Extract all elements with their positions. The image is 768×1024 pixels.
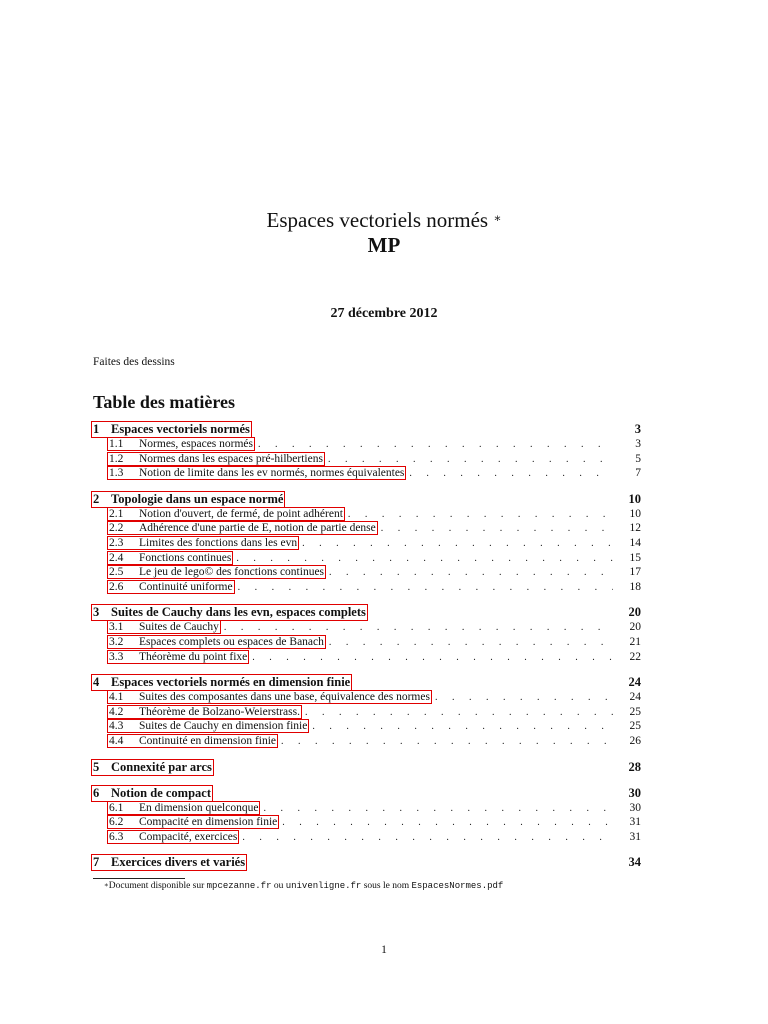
toc-subsection-row xyxy=(93,566,641,581)
toc-subsection-title: Normes, espaces normés xyxy=(139,438,254,450)
toc-leader-dots xyxy=(302,538,613,549)
toc-subsection-number: 2.5 xyxy=(109,566,124,579)
toc-section-page: 34 xyxy=(628,855,641,870)
toc-section-title: Suites de Cauchy dans les evn, espaces complets xyxy=(111,605,366,620)
toc-subsection-link[interactable] xyxy=(108,831,238,843)
toc-section-link[interactable] xyxy=(92,786,212,801)
toc-subsection-row xyxy=(93,621,641,636)
toc-subsection-link[interactable] xyxy=(108,467,405,479)
toc-subsection-link[interactable] xyxy=(108,581,234,593)
document-date: 27 décembre 2012 xyxy=(330,306,438,321)
toc-section-number: 6 xyxy=(93,785,100,800)
toc-section-number: 4 xyxy=(93,675,100,690)
toc-subsection-title: Le jeu de lego© des fonctions continues xyxy=(139,566,325,579)
footnote-text-middle: ou xyxy=(271,881,286,891)
toc-section-page: 3 xyxy=(634,422,641,436)
toc-subsection-number: 6.3 xyxy=(109,830,124,843)
footnote-divider xyxy=(93,878,185,879)
toc-subsection-title: Théorème de Bolzano-Weierstrass. xyxy=(139,705,300,718)
toc-subsection-link[interactable] xyxy=(108,706,301,718)
toc-subsection-link[interactable] xyxy=(108,438,254,450)
toc-subsection-title: Suites de Cauchy en dimension finie xyxy=(139,720,308,733)
toc-subsection-page: 25 xyxy=(629,720,641,733)
toc-leader-dots xyxy=(312,721,613,732)
toc-subsection-page: 17 xyxy=(629,566,641,579)
document-title xyxy=(0,208,768,233)
toc-section-row xyxy=(93,675,641,691)
toc-leader-dots xyxy=(381,523,613,534)
document-subtitle: MP xyxy=(367,233,401,257)
toc-subsection-number: 1.1 xyxy=(109,438,124,450)
toc-subsection-number: 3.2 xyxy=(109,635,124,648)
toc-subsection-row xyxy=(93,537,641,552)
toc-subsection-link[interactable] xyxy=(108,802,259,814)
toc-subsection-link[interactable] xyxy=(108,651,248,663)
toc-section xyxy=(93,422,641,482)
toc-subsection-number: 2.4 xyxy=(109,551,124,564)
toc-subsection-link[interactable] xyxy=(108,552,232,564)
toc-leader-dots xyxy=(238,582,613,593)
toc-subsection-row xyxy=(93,706,641,721)
toc-subsection-page: 18 xyxy=(629,580,641,593)
toc-subsection-link[interactable] xyxy=(108,691,431,703)
toc-leader-dots xyxy=(329,567,613,578)
toc-leader-dots xyxy=(409,468,613,479)
toc-subsection-link[interactable] xyxy=(108,735,277,747)
toc-subsection-page: 20 xyxy=(629,621,641,634)
toc-leader-dots xyxy=(263,803,613,814)
toc-subsection-title: Compacité, exercices xyxy=(139,830,238,843)
toc-subsection-number: 3.3 xyxy=(109,650,124,663)
toc-subsection-link[interactable] xyxy=(108,508,344,520)
toc-section-row xyxy=(93,786,641,802)
toc-section xyxy=(93,786,641,846)
toc-subsection-link[interactable] xyxy=(108,537,298,549)
toc-section-row xyxy=(93,605,641,621)
toc-section xyxy=(93,760,641,776)
toc-subsection-number: 3.1 xyxy=(109,621,124,634)
toc-section-page: 24 xyxy=(628,675,641,690)
toc-subsection-row xyxy=(93,453,641,468)
toc-subsection-title: Théorème du point fixe xyxy=(139,650,248,663)
footnote-site-2: univenligne.fr xyxy=(285,881,362,891)
toc-section-page: 20 xyxy=(628,605,641,620)
toc-subsection-row xyxy=(93,735,641,750)
toc-section-page: 30 xyxy=(628,785,641,800)
footnote-text-before: Document disponible sur xyxy=(108,881,207,891)
toc-subsection-title: Continuité en dimension finie xyxy=(139,734,277,747)
toc-subsection-page: 26 xyxy=(629,734,641,747)
toc-subsection-row xyxy=(93,467,641,482)
toc-subsection-title: Espaces complets ou espaces de Banach xyxy=(139,635,324,648)
toc-subsection-row xyxy=(93,720,641,735)
page-number: 1 xyxy=(381,944,387,956)
toc-leader-dots xyxy=(282,817,613,828)
toc-subsection-number: 1.3 xyxy=(109,467,124,480)
toc-section-page: 28 xyxy=(628,759,641,774)
toc-subsection-link[interactable] xyxy=(108,453,324,465)
toc-section xyxy=(93,605,641,665)
toc-subsection-number: 4.3 xyxy=(109,720,124,733)
toc-subsection-link[interactable] xyxy=(108,621,220,633)
footnote-text-after: sous le nom xyxy=(361,881,412,891)
toc-subsection-title: Suites de Cauchy xyxy=(139,621,219,634)
document-title-text: Espaces vectoriels normés xyxy=(266,208,489,232)
toc-leader-dots xyxy=(329,637,613,648)
toc-leader-dots xyxy=(328,454,613,465)
toc-subsection-link[interactable] xyxy=(108,522,377,534)
toc-section-row xyxy=(93,492,641,508)
toc-subsection-page: 25 xyxy=(629,705,641,718)
toc-subsection-number: 4.2 xyxy=(109,705,124,718)
toc-section-number: 5 xyxy=(93,759,100,774)
toc-section-page: 10 xyxy=(628,491,641,506)
toc-subsection-page: 14 xyxy=(629,536,641,549)
toc-subsection-title: Normes dans les espaces pré-hilbertiens xyxy=(139,452,323,465)
toc-leader-dots xyxy=(435,692,613,703)
toc-section-link[interactable] xyxy=(92,422,251,437)
toc-section-link[interactable] xyxy=(92,855,246,870)
toc-section-row xyxy=(93,422,641,438)
toc-section xyxy=(93,855,641,871)
toc-section-title: Topologie dans un espace normé xyxy=(111,491,284,506)
footnote-marker-link[interactable]: ∗ xyxy=(493,211,502,225)
toc-subsection-number: 4.4 xyxy=(109,734,124,747)
toc-subsection-row xyxy=(93,691,641,706)
toc-subsection-number: 6.2 xyxy=(109,816,124,829)
toc-subsection-link[interactable] xyxy=(108,566,325,578)
toc-subsection-title: Limites des fonctions dans les evn xyxy=(139,536,298,549)
toc-section-title: Notion de compact xyxy=(111,785,211,800)
toc-section-row xyxy=(93,760,641,776)
toc-subsection-page: 3 xyxy=(635,438,641,450)
toc-subsection-page: 30 xyxy=(629,801,641,814)
toc-subsection-page: 10 xyxy=(629,507,641,520)
toc-leader-dots xyxy=(242,832,613,843)
toc-subsection-number: 4.1 xyxy=(109,691,124,704)
toc-subsection-title: Continuité uniforme xyxy=(139,580,233,593)
toc-section-number: 2 xyxy=(93,491,100,506)
toc-section-title: Connexité par arcs xyxy=(111,759,212,774)
toc-subsection-title: Notion de limite dans les ev normés, normes équivalentes xyxy=(139,467,405,480)
toc-leader-dots xyxy=(305,707,613,718)
toc-section-number: 7 xyxy=(93,855,100,870)
toc-subsection-page: 15 xyxy=(629,551,641,564)
toc-subsection-page: 24 xyxy=(629,691,641,704)
footnote-site-1: mpcezanne.fr xyxy=(206,881,272,891)
toc-subsection-number: 1.2 xyxy=(109,452,124,465)
toc-subsection-title: Suites des composantes dans une base, équivalence des normes xyxy=(139,691,430,704)
toc-subsection-page: 21 xyxy=(629,635,641,648)
toc-subsection-title: Compacité en dimension finie xyxy=(139,816,278,829)
toc-subsection-row xyxy=(93,816,641,831)
toc-section-number: 1 xyxy=(93,422,100,436)
toc-section-link[interactable] xyxy=(92,492,284,507)
toc-section-title: Espaces vectoriels normés en dimension finie xyxy=(111,675,351,690)
footnote xyxy=(104,881,503,891)
toc-subsection-number: 2.2 xyxy=(109,522,124,535)
toc-subsection-row xyxy=(93,636,641,651)
toc-leader-dots xyxy=(281,736,613,747)
toc-subsection-number: 2.6 xyxy=(109,580,124,593)
toc-leader-dots xyxy=(224,622,613,633)
toc-subsection-page: 5 xyxy=(635,452,641,465)
toc-section-link[interactable] xyxy=(92,605,367,620)
toc-leader-dots xyxy=(252,652,613,663)
toc-subsection-title: En dimension quelconque xyxy=(139,801,259,814)
toc-section xyxy=(93,675,641,749)
toc-section-number: 3 xyxy=(93,605,100,620)
toc-leader-dots xyxy=(348,509,613,520)
toc-subsection-number: 6.1 xyxy=(109,801,124,814)
toc-subsection-number: 2.3 xyxy=(109,536,124,549)
toc-subsection-page: 7 xyxy=(635,467,641,480)
toc-section-title: Exercices divers et variés xyxy=(111,855,246,870)
toc-subsection-number: 2.1 xyxy=(109,507,124,520)
toc-heading: Table des matières xyxy=(93,392,235,412)
toc-subsection-row xyxy=(93,802,641,817)
toc-leader-dots xyxy=(236,553,613,564)
toc-subsection-row xyxy=(93,522,641,537)
toc-subsection-page: 31 xyxy=(629,830,641,843)
toc-subsection-link[interactable] xyxy=(108,816,278,828)
document-note: Faites des dessins xyxy=(93,356,175,368)
toc-subsection-title: Adhérence d'une partie de E, notion de partie dense xyxy=(139,522,376,535)
footnote-filename: EspacesNormes.pdf xyxy=(411,881,504,891)
toc-section-row xyxy=(93,855,641,871)
toc-subsection-title: Notion d'ouvert, de fermé, de point adhérent xyxy=(139,507,343,520)
toc-subsection-page: 22 xyxy=(629,650,641,663)
toc-subsection-row xyxy=(93,651,641,666)
toc-leader-dots xyxy=(258,439,613,450)
toc-subsection-link[interactable] xyxy=(108,636,325,648)
toc-subsection-row xyxy=(93,831,641,846)
toc-subsection-link[interactable] xyxy=(108,720,308,732)
toc-section xyxy=(93,492,641,596)
toc-section-link[interactable] xyxy=(92,675,351,690)
toc-subsection-row xyxy=(93,552,641,567)
toc-section-link[interactable] xyxy=(92,760,213,775)
toc-subsection-page: 12 xyxy=(629,522,641,535)
toc-section-title: Espaces vectoriels normés xyxy=(111,422,250,436)
table-of-contents xyxy=(93,418,641,871)
toc-subsection-title: Fonctions continues xyxy=(139,551,232,564)
toc-subsection-row xyxy=(93,581,641,596)
toc-subsection-page: 31 xyxy=(629,816,641,829)
toc-subsection-row xyxy=(93,508,641,523)
footnote-mark: ∗ xyxy=(104,881,109,889)
toc-subsection-row xyxy=(93,438,641,453)
